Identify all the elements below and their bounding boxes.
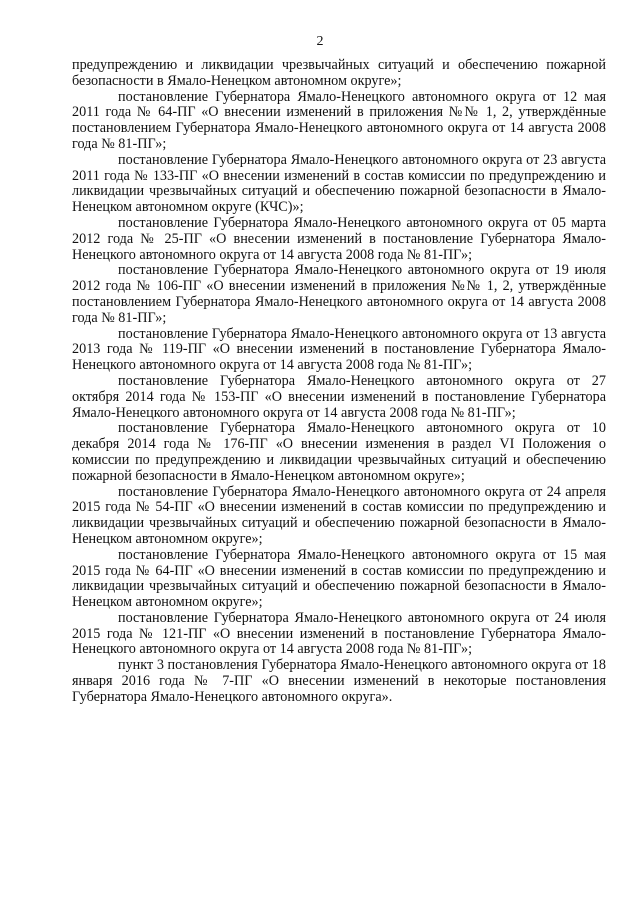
- list-item-paragraph: постановление Губернатора Ямало-Ненецкого автономного округа от 13 августа 2013 года № 119-ПГ «О внесении изменений в постановление Губернатора Ямало-Ненецкого автономного округа от 14 августа 2008 года № 81-ПГ»;: [72, 325, 606, 374]
- paragraph-continuation: предупреждению и ликвидации чрезвычайных ситуаций и обеспечению пожарной безопасности в Ямало-Ненецком автономном округе»;: [72, 57, 606, 89]
- list-item-paragraph: постановление Губернатора Ямало-Ненецкого автономного округа от 23 августа 2011 года № 133-ПГ «О внесении изменений в состав комиссии по предупреждению и ликвидации чрезвычайных ситуаций и обеспечению пожарной безопасности в Ямало-Ненецком автономном округе (КЧС)»;: [72, 151, 606, 216]
- list-item-paragraph: постановление Губернатора Ямало-Ненецкого автономного округа от 24 июля 2015 года № 121-ПГ «О внесении изменений в постановление Губернатора Ямало-Ненецкого автономного округа от 14 августа 2008 года № 81-ПГ»;: [72, 609, 606, 658]
- list-item-paragraph: постановление Губернатора Ямало-Ненецкого автономного округа от 19 июля 2012 года № 106-ПГ «О внесении изменений в приложения №№ 1, 2, утверждённые постановлением Губернатора Ямало-Ненецкого автономного округа от 14 августа 2008 года № 81-ПГ»;: [72, 262, 606, 326]
- list-item-paragraph: постановление Губернатора Ямало-Ненецкого автономного округа от 15 мая 2015 года № 64-ПГ «О внесении изменений в состав комиссии по предупреждению и ликвидации чрезвычайных ситуаций и обеспечению пожарной безопасности в Ямало-Ненецком автономном округе»;: [72, 546, 606, 611]
- page-number: 2: [316, 34, 324, 49]
- list-item-paragraph: постановление Губернатора Ямало-Ненецкого автономного округа от 10 декабря 2014 года № 176-ПГ «О внесении изменения в раздел VI Положения о комиссии по предупреждению и ликвидации чрезвычайных ситуаций и обеспечению пожарной безопасности в Ямало-Ненецком автономном округе»;: [72, 420, 606, 484]
- list-item-paragraph: пункт 3 постановления Губернатора Ямало-Ненецкого автономного округа от 18 января 2016 года № 7-ПГ «О внесении изменений в некоторые постановления Губернатора Ямало-Ненецкого автономного округа».: [72, 657, 606, 705]
- list-item-paragraph: постановление Губернатора Ямало-Ненецкого автономного округа от 05 марта 2012 года № 25-ПГ «О внесении изменений в постановление Губернатора Ямало-Ненецкого автономного округа от 14 августа 2008 года № 81-ПГ»;: [72, 214, 606, 263]
- list-item-paragraph: постановление Губернатора Ямало-Ненецкого автономного округа от 12 мая 2011 года № 64-ПГ «О внесении изменений в приложения №№ 1, 2, утверждённые постановлением Губернатора Ямало-Ненецкого автономного округа от 14 августа 2008 года № 81-ПГ»;: [72, 88, 606, 152]
- list-item-paragraph: постановление Губернатора Ямало-Ненецкого автономного округа от 27 октября 2014 года № 153-ПГ «О внесении изменений в постановление Губернатора Ямало-Ненецкого автономного округа от 14 августа 2008 года № 81-ПГ»;: [72, 372, 606, 421]
- list-item-paragraph: постановление Губернатора Ямало-Ненецкого автономного округа от 24 апреля 2015 года № 54-ПГ «О внесении изменений в состав комиссии по предупреждению и ликвидации чрезвычайных ситуаций и обеспечению пожарной безопасности в Ямало-Ненецком автономном округе»;: [72, 483, 606, 547]
- document-body: [72, 58, 606, 706]
